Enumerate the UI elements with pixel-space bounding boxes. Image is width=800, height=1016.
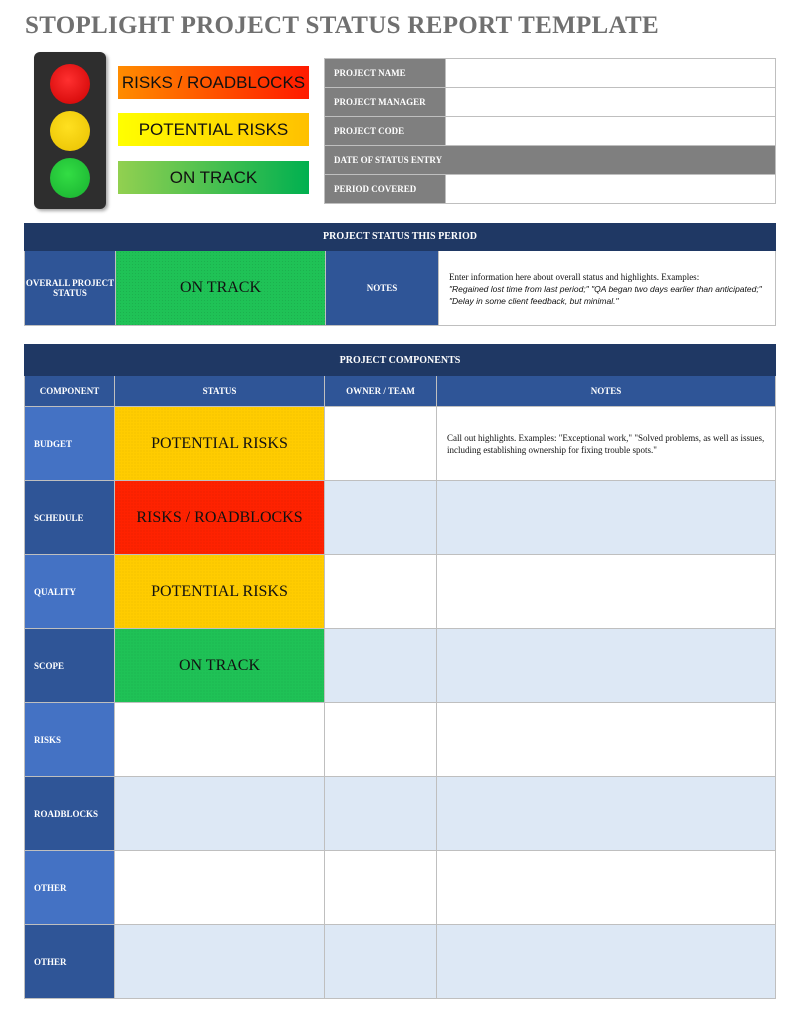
table-row: [25, 481, 776, 555]
column-header-status: STATUS: [115, 376, 325, 407]
table-row: [25, 407, 776, 481]
component-status[interactable]: ON TRACK: [115, 629, 325, 703]
overall-notes[interactable]: [439, 251, 775, 325]
table-row: [25, 851, 776, 925]
project-code-field[interactable]: [446, 117, 776, 146]
component-status[interactable]: [115, 925, 325, 999]
component-owner[interactable]: [325, 703, 437, 777]
component-owner[interactable]: [325, 481, 437, 555]
component-notes[interactable]: [437, 555, 776, 629]
component-name: RISKS: [25, 703, 115, 777]
legend-risks-roadblocks: RISKS / ROADBLOCKS: [118, 66, 309, 99]
page-title: STOPLIGHT PROJECT STATUS REPORT TEMPLATE: [25, 12, 659, 39]
notes-intro: Enter information here about overall status and highlights. Examples:: [449, 272, 700, 282]
yellow-light-icon: [50, 111, 90, 151]
component-name: BUDGET: [25, 407, 115, 481]
project-info-table: [324, 58, 776, 204]
component-notes[interactable]: Call out highlights. Examples: "Exceptional work," "Solved problems, as well as issues, including establishing ownership for fixing trouble spots.": [437, 407, 776, 481]
overall-status-label: OVERALL PROJECT STATUS: [25, 251, 116, 325]
component-status[interactable]: POTENTIAL RISKS: [115, 407, 325, 481]
component-status[interactable]: [115, 777, 325, 851]
component-status[interactable]: [115, 851, 325, 925]
component-notes[interactable]: [437, 703, 776, 777]
component-notes[interactable]: [437, 481, 776, 555]
component-owner[interactable]: [325, 851, 437, 925]
project-status-section: [24, 223, 776, 326]
component-status[interactable]: POTENTIAL RISKS: [115, 555, 325, 629]
project-name-field[interactable]: [446, 59, 776, 88]
column-header-owner: OWNER / TEAM: [325, 376, 437, 407]
component-owner[interactable]: [325, 629, 437, 703]
component-name: OTHER: [25, 925, 115, 999]
component-status[interactable]: [115, 703, 325, 777]
stoplight-icon: [34, 52, 106, 209]
column-header-component: COMPONENT: [25, 376, 115, 407]
green-light-icon: [50, 158, 90, 198]
component-owner[interactable]: [325, 555, 437, 629]
red-light-icon: [50, 64, 90, 104]
overall-status-row: [24, 251, 776, 326]
overall-status-value[interactable]: ON TRACK: [116, 251, 326, 325]
table-row: [25, 925, 776, 999]
project-components-heading: PROJECT COMPONENTS: [25, 345, 776, 376]
component-notes[interactable]: [437, 629, 776, 703]
project-status-heading: PROJECT STATUS THIS PERIOD: [24, 223, 776, 251]
component-name: ROADBLOCKS: [25, 777, 115, 851]
notes-examples: "Regained lost time from last period;" "QA began two days earlier than anticipated;" "Delay in some client feedback, but minimal.": [449, 284, 762, 306]
component-owner[interactable]: [325, 925, 437, 999]
component-notes[interactable]: [437, 851, 776, 925]
component-name: OTHER: [25, 851, 115, 925]
period-covered-field[interactable]: [446, 175, 776, 204]
project-name-label: PROJECT NAME: [325, 59, 446, 88]
component-notes[interactable]: [437, 777, 776, 851]
notes-label: NOTES: [326, 251, 439, 325]
project-manager-field[interactable]: [446, 88, 776, 117]
legend-on-track: ON TRACK: [118, 161, 309, 194]
date-of-status-entry-label[interactable]: DATE OF STATUS ENTRY: [325, 146, 776, 175]
project-code-label: PROJECT CODE: [325, 117, 446, 146]
table-row: [25, 555, 776, 629]
period-covered-label: PERIOD COVERED: [325, 175, 446, 204]
table-row: [25, 629, 776, 703]
component-name: QUALITY: [25, 555, 115, 629]
table-row: [25, 703, 776, 777]
table-row: [25, 777, 776, 851]
legend-potential-risks: POTENTIAL RISKS: [118, 113, 309, 146]
component-notes[interactable]: [437, 925, 776, 999]
component-status[interactable]: RISKS / ROADBLOCKS: [115, 481, 325, 555]
component-name: SCHEDULE: [25, 481, 115, 555]
component-name: SCOPE: [25, 629, 115, 703]
component-owner[interactable]: [325, 777, 437, 851]
component-owner[interactable]: [325, 407, 437, 481]
project-manager-label: PROJECT MANAGER: [325, 88, 446, 117]
project-components-table: [24, 344, 776, 999]
column-header-notes: NOTES: [437, 376, 776, 407]
